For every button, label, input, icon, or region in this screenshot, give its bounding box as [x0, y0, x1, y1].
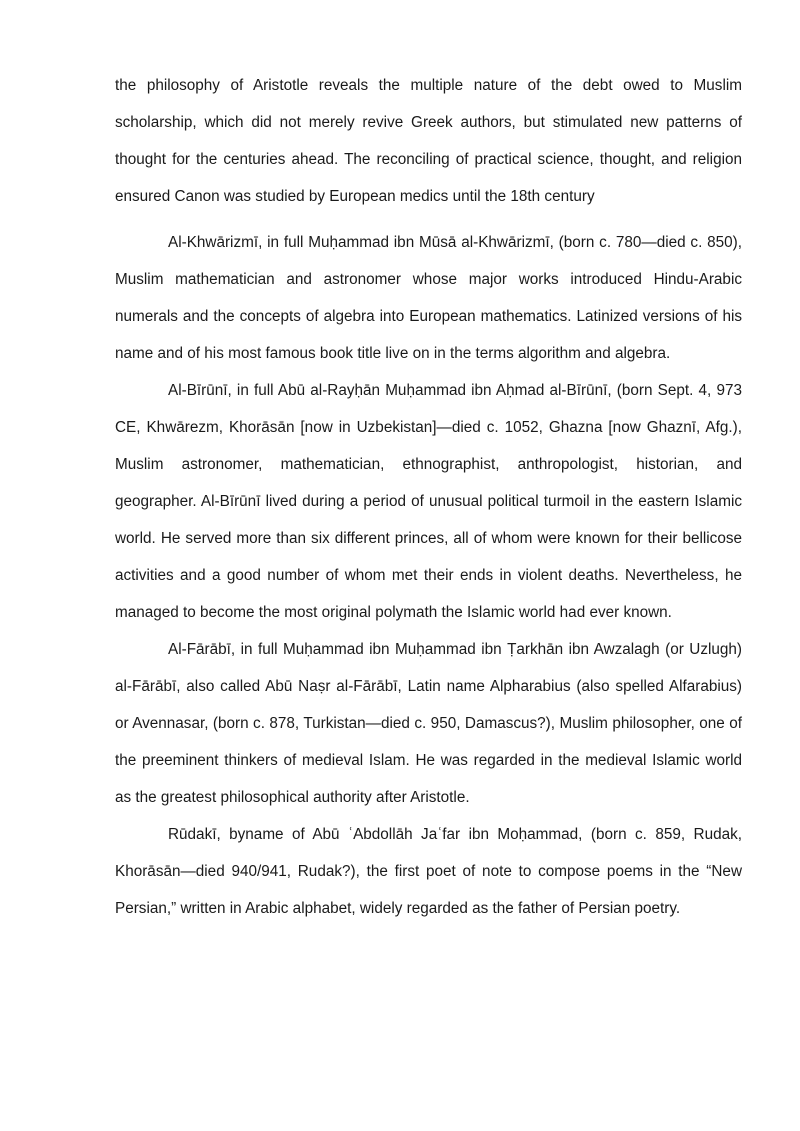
paragraph-aristotle-continuation: the philosophy of Aristotle reveals the multiple nature of the debt owed to Muslim scholarship, which did not merely revive Greek authors, but stimulated new patterns of thought for the centuries ahead. The reconciling of practical science, thought, and religion ensured Canon was studied by European medics until the 18th century	[115, 77, 742, 205]
paragraph-al-khwarizmi: Al-Khwārizmī, in full Muḥammad ibn Mūsā al-Khwārizmī, (born c. 780—died c. 850), Muslim mathematician and astronomer whose major works introduced Hindu-Arabic numerals and the concepts of algebra into European mathematics. Latinized versions of his name and of his most famous book title live on in the terms algorithm and algebra.	[115, 234, 742, 362]
body-text	[115, 67, 742, 927]
paragraph-al-biruni: Al-Bīrūnī, in full Abū al-Rayḥān Muḥammad ibn Aḥmad al-Bīrūnī, (born Sept. 4, 973 CE, Khwārezm, Khorāsān [now in Uzbekistan]—died c. 1052, Ghazna [now Ghaznī, Afg.), Muslim astronomer, mathematician, ethnographist, anthropologist, historian, and geographer. Al-Bīrūnī lived during a period of unusual political turmoil in the eastern Islamic world. He served more than six different princes, all of whom were known for their bellicose activities and a good number of whom met their ends in violent deaths. Nevertheless, he managed to become the most original polymath the Islamic world had ever known.	[115, 382, 742, 621]
paragraph-al-farabi: Al-Fārābī, in full Muḥammad ibn Muḥammad ibn Ṭarkhān ibn Awzalagh (or Uzlugh) al-Fārābī, also called Abū Naṣr al-Fārābī, Latin name Alpharabius (also spelled Alfarabius) or Avennasar, (born c. 878, Turkistan—died c. 950, Damascus?), Muslim philosopher, one of the preeminent thinkers of medieval Islam. He was regarded in the medieval Islamic world as the greatest philosophical authority after Aristotle.	[115, 641, 742, 806]
paragraph-rudaki: Rūdakī, byname of Abū ʿAbdollāh Jaʿfar ibn Moḥammad, (born c. 859, Rudak, Khorāsān—died 940/941, Rudak?), the first poet of note to compose poems in the “New Persian,” written in Arabic alphabet, widely regarded as the father of Persian poetry.	[115, 826, 742, 917]
